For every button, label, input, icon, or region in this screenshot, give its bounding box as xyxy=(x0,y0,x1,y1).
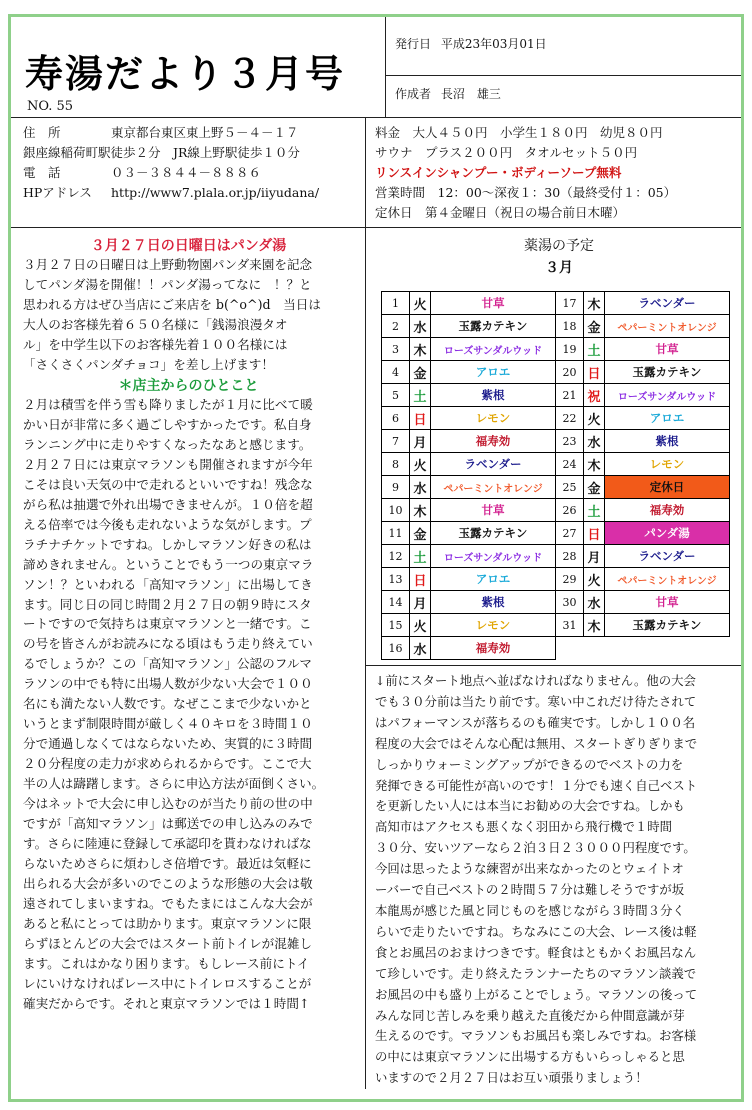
schedule-row xyxy=(382,292,730,315)
address-value: 東京都台東区東上野５－４－１７ xyxy=(111,125,299,140)
header-divider xyxy=(385,17,386,117)
text-line: 程度の大会ではそんな心配は無用、スタートぎりぎりまで xyxy=(375,735,698,751)
text-line: しっかりウォーミングアップができるのでベストの力を xyxy=(375,756,684,772)
phone-value: ０３－３８４４－８８８６ xyxy=(111,165,262,180)
header-meta-divider xyxy=(385,75,741,76)
schedule-weekday: 水 xyxy=(410,315,431,338)
schedule-bath-type: レモン xyxy=(605,453,730,476)
text-line: らないためさらに煩わしさ倍増です。最近は気軽に xyxy=(23,855,312,871)
schedule-day-number: 18 xyxy=(556,315,584,338)
schedule-day-number: 16 xyxy=(382,637,410,660)
text-line: の号を皆さんがお読みになる頃はもう走り終えてい xyxy=(23,636,313,652)
schedule-row xyxy=(382,522,730,545)
schedule-weekday: 土 xyxy=(410,545,431,568)
schedule-row xyxy=(382,315,730,338)
schedule-weekday: 金 xyxy=(410,522,431,545)
text-line: レにいけなければレース中にトイレロスすることが xyxy=(23,975,312,991)
schedule-weekday: 月 xyxy=(410,591,431,614)
text-line: 食とお風呂のおまけつきです。軽食はともかくお風呂なん xyxy=(375,944,697,960)
text-line: える倍率では今後も走れないような気がします。プ xyxy=(23,516,312,532)
schedule-bath-type: ラベンダー xyxy=(605,292,730,315)
schedule-bath-type: 玉露カテキン xyxy=(431,522,556,545)
schedule-bottom-line xyxy=(365,665,741,666)
text-line: こそは良い天気の中で走れるといいですね！残念な xyxy=(23,476,313,492)
schedule-bath-type: 玉露カテキン xyxy=(605,361,730,384)
schedule-day-number: 27 xyxy=(556,522,584,545)
schedule-weekday: 金 xyxy=(410,361,431,384)
text-line: ですが「高知マラソン」は郵送での申し込みのみで xyxy=(23,816,313,832)
schedule-bath-type: 甘草 xyxy=(605,338,730,361)
homepage-label: HPアドレス xyxy=(23,185,92,200)
schedule-weekday: 木 xyxy=(410,499,431,522)
text-line: はパフォーマンスが落ちるのも確実です。しかし１００名 xyxy=(375,714,696,730)
schedule-weekday: 日 xyxy=(410,407,431,430)
schedule-bath-type: 紫根 xyxy=(431,591,556,614)
text-line: ソン！？といわれる「高知マラソン」に出場してき xyxy=(23,576,313,592)
text-line: ３月２７日の日曜日は上野動物園パンダ来園を記念 xyxy=(23,257,313,272)
schedule-bath-type: 甘草 xyxy=(605,591,730,614)
schedule-row xyxy=(382,361,730,384)
author-name: 長沼 雄三 xyxy=(440,87,501,101)
schedule-row xyxy=(382,568,730,591)
text-line: 高知市はアクセスも悪くなく羽田から飛行機で１時間 xyxy=(375,819,673,835)
text-line: 生えるのです。マラソンもお風呂も楽しみですね。お客様 xyxy=(375,1028,697,1044)
schedule-bath-type: 紫根 xyxy=(605,430,730,453)
schedule-bath-type: ローズサンダルウッド xyxy=(605,384,730,407)
text-line: ２月は積雪を伴う雪も降りましたが１月に比べて暖 xyxy=(23,397,313,412)
owner-message-continued xyxy=(375,671,741,1089)
text-line: ランニング中に走りやすくなったなあと感じます。 xyxy=(23,436,312,452)
herbal-bath-schedule xyxy=(381,291,730,660)
text-line: 大人のお客様先着６５０名様に「銭湯浪漫タオ xyxy=(23,316,288,332)
schedule-weekday: 木 xyxy=(584,614,605,637)
schedule-weekday: 日 xyxy=(584,361,605,384)
text-line: 今はネットで大会に申し込むのが当たり前の世の中 xyxy=(23,796,313,812)
schedule-bath-type: 玉露カテキン xyxy=(605,614,730,637)
address-row xyxy=(23,123,363,143)
schedule-row xyxy=(382,430,730,453)
text-line: 半の人は躊躇します。さらに申込方法が面倒くさい。 xyxy=(23,776,325,792)
schedule-bath-type: ローズサンダルウッド xyxy=(431,545,556,568)
schedule-bath-type: 福寿効 xyxy=(431,637,556,660)
schedule-weekday: 水 xyxy=(584,430,605,453)
schedule-day-number: 7 xyxy=(382,430,410,453)
schedule-day-number: 25 xyxy=(556,476,584,499)
schedule-weekday: 火 xyxy=(584,568,605,591)
text-line: ３０分、安いツアーなら２泊３日２３０００円程度です。 xyxy=(375,840,696,856)
schedule-weekday: 月 xyxy=(410,430,431,453)
phone-row xyxy=(23,163,363,183)
text-line: 諦めきれません。ということでもう一つの東京マラ xyxy=(23,556,314,572)
schedule-day-number: 13 xyxy=(382,568,410,591)
text-line: 今回は思ったような練習が出来なかったのとウェイトオ xyxy=(375,861,684,877)
text-line: みんな同じ苦しみを乗り越えた直後だから仲間意識が芽 xyxy=(375,1007,685,1023)
text-line: を更新したい人には本当にお勧めの大会ですね。しかも xyxy=(375,798,685,814)
schedule-row xyxy=(382,591,730,614)
schedule-weekday: 水 xyxy=(584,591,605,614)
schedule-bath-type: アロエ xyxy=(605,407,730,430)
schedule-bath-type: アロエ xyxy=(431,361,556,384)
schedule-day-number: 14 xyxy=(382,591,410,614)
schedule-day-number: 20 xyxy=(556,361,584,384)
owner-message-title: ＊店主からのひとこと xyxy=(118,378,259,394)
schedule-weekday: 日 xyxy=(410,568,431,591)
schedule-bath-type: 玉露カテキン xyxy=(431,315,556,338)
schedule-day-number: 1 xyxy=(382,292,410,315)
text-line: いますので２月２７日はお互い頑張りましょう！ xyxy=(375,1070,648,1086)
schedule-bath-type: 福寿効 xyxy=(605,499,730,522)
text-line: ラソンの中でも特に出場人数が少ない大会で１００ xyxy=(23,676,313,692)
text-line: の中には東京マラソンに出場する方もいらっしゃると思 xyxy=(375,1049,685,1065)
text-line: ２０分程度の走力が求められるからです。ここで大 xyxy=(23,756,312,772)
schedule-bath-type: ローズサンダルウッド xyxy=(431,338,556,361)
schedule-bath-type: 紫根 xyxy=(431,384,556,407)
schedule-row xyxy=(382,476,730,499)
text-line: 本龍馬が感じた風と同じものを感じながら３時間３分く xyxy=(375,902,685,918)
text-line: るでしょうか？この「高知マラソン」公認のフルマ xyxy=(23,656,313,672)
schedule-day-number: 31 xyxy=(556,614,584,637)
schedule-day-number: 9 xyxy=(382,476,410,499)
schedule-empty-cell xyxy=(556,637,730,660)
schedule-row xyxy=(382,637,730,660)
text-line: ます。同じ日の同じ時間２月２７日の朝９時にスタ xyxy=(23,596,312,612)
schedule-day-number: 3 xyxy=(382,338,410,361)
newsletter-page xyxy=(8,14,744,1102)
text-line: て珍しいです。走り終えたランナーたちのマラソン談義で xyxy=(375,965,697,981)
schedule-row xyxy=(382,499,730,522)
text-line: あると私にとっては助かります。東京マラソンに限 xyxy=(23,915,312,931)
phone-label: 電 話 xyxy=(23,165,61,180)
schedule-weekday: 土 xyxy=(584,499,605,522)
text-line: 思われる方はぜひ当店にご来店を b(^o^)d 当日は xyxy=(23,296,321,312)
issue-date xyxy=(395,35,547,52)
author xyxy=(395,85,501,102)
text-line: 名にも満たない人数です。なぜここまで少ないかと xyxy=(23,696,312,712)
hours-row: 営業時間 12：00～深夜１：30（最終受付１：05） xyxy=(375,185,677,200)
schedule-weekday: 木 xyxy=(584,453,605,476)
text-line: かい日が非常に多く過ごしやすかったです。私自身 xyxy=(23,416,312,432)
address-label: 住 所 xyxy=(23,125,61,140)
schedule-bath-type: レモン xyxy=(431,407,556,430)
issue-date-value: 平成23年03月01日 xyxy=(440,37,547,51)
schedule-day-number: 19 xyxy=(556,338,584,361)
text-line: らずほとんどの大会ではスタート前トイレが混雑し xyxy=(23,935,313,951)
schedule-weekday: 水 xyxy=(410,637,431,660)
schedule-weekday: 日 xyxy=(584,522,605,545)
newsletter-title: 寿湯だより３月号 xyxy=(25,52,346,96)
schedule-bath-type: ペパーミントオレンジ xyxy=(431,476,556,499)
schedule-day-number: 29 xyxy=(556,568,584,591)
schedule-weekday: 水 xyxy=(410,476,431,499)
text-line: 出られる大会が多いのでこのような形態の大会は敬 xyxy=(23,875,313,891)
schedule-heading: 薬湯の予定 xyxy=(524,238,594,254)
schedule-day-number: 23 xyxy=(556,430,584,453)
text-line: 遠されてしまいますね。でもたまにはこんな大会が xyxy=(23,895,313,911)
schedule-weekday: 火 xyxy=(410,614,431,637)
schedule-weekday: 金 xyxy=(584,476,605,499)
schedule-month: ３月 xyxy=(545,260,573,276)
schedule-bath-type: ペパーミントオレンジ xyxy=(605,568,730,591)
schedule-day-number: 2 xyxy=(382,315,410,338)
text-line: 発揮できる可能性が高いのです！１分でも速く自己ベスト xyxy=(375,777,698,793)
schedule-day-number: 5 xyxy=(382,384,410,407)
schedule-day-number: 24 xyxy=(556,453,584,476)
homepage-row xyxy=(23,183,363,203)
schedule-bath-type: 定休日 xyxy=(605,476,730,499)
fee-row: 料金 大人４５０円 小学生１８０円 幼児８０円 xyxy=(375,125,663,140)
text-line: がら私は抽選で外れ出場できませんが。１０倍を超 xyxy=(23,496,313,512)
column-divider xyxy=(365,117,366,1089)
text-line: ートですので気持ちは東京マラソンと一緒です。こ xyxy=(23,616,312,632)
schedule-weekday: 月 xyxy=(584,545,605,568)
schedule-weekday: 土 xyxy=(410,384,431,407)
info-bottom-line xyxy=(11,227,741,228)
schedule-day-number: 22 xyxy=(556,407,584,430)
access-row: 銀座線稲荷町駅徒歩２分 JR線上野駅徒歩１０分 xyxy=(23,145,300,160)
text-line: ２月２７日には東京マラソンも開催されますが今年 xyxy=(23,456,313,472)
schedule-day-number: 15 xyxy=(382,614,410,637)
schedule-weekday: 木 xyxy=(584,292,605,315)
schedule-row xyxy=(382,338,730,361)
shop-info-left xyxy=(23,123,363,203)
schedule-row xyxy=(382,614,730,637)
schedule-day-number: 26 xyxy=(556,499,584,522)
text-line: お風呂の中も盛り上がることでしょう。マラソンの後って xyxy=(375,986,698,1002)
free-amenities-row: リンスインシャンプー・ボディーソープ無料 xyxy=(375,165,622,180)
text-line: す。さらに陸連に登録して承認印を貰わなければな xyxy=(23,835,312,851)
schedule-bath-type: ペパーミントオレンジ xyxy=(605,315,730,338)
schedule-day-number: 30 xyxy=(556,591,584,614)
schedule-day-number: 10 xyxy=(382,499,410,522)
sauna-row: サウナ プラス２００円 タオルセット５０円 xyxy=(375,145,638,160)
text-line: 「さくさくパンダチョコ」を差し上げます！ xyxy=(23,356,274,372)
homepage-link[interactable]: http://www7.plala.or.jp/iiyudana/ xyxy=(111,185,320,200)
text-line: 分で通過しなくてはならないため、実質的に３時間 xyxy=(23,736,313,752)
text-line: ラチナチケットですね。しかしマラソン好きの私は xyxy=(23,536,312,552)
schedule-bath-type: アロエ xyxy=(431,568,556,591)
text-line: ます。これはかなり困ります。もしレース前にトイ xyxy=(23,955,310,971)
text-line: 確実だからです。それと東京マラソンでは１時間↑ xyxy=(23,995,310,1011)
issue-number: NO. 55 xyxy=(27,99,74,114)
schedule-day-number: 6 xyxy=(382,407,410,430)
panda-article-body xyxy=(23,255,361,375)
schedule-weekday: 火 xyxy=(584,407,605,430)
schedule-row xyxy=(382,407,730,430)
schedule-day-number: 11 xyxy=(382,522,410,545)
panda-article-title: ３月２７日の日曜日はパンダ湯 xyxy=(90,238,287,254)
schedule-row xyxy=(382,545,730,568)
holiday-row: 定休日 第４金曜日（祝日の場合前日木曜） xyxy=(375,205,626,220)
schedule-bath-type: パンダ湯 xyxy=(605,522,730,545)
schedule-day-number: 17 xyxy=(556,292,584,315)
schedule-row xyxy=(382,453,730,476)
schedule-weekday: 木 xyxy=(410,338,431,361)
schedule-bath-type: ラベンダー xyxy=(431,453,556,476)
schedule-weekday: 祝 xyxy=(584,384,605,407)
schedule-bath-type: 甘草 xyxy=(431,292,556,315)
schedule-row xyxy=(382,384,730,407)
schedule-day-number: 8 xyxy=(382,453,410,476)
schedule-day-number: 12 xyxy=(382,545,410,568)
schedule-bath-type: 甘草 xyxy=(431,499,556,522)
text-line: してパンダ湯を開催！！パンダ湯ってなに ！？と xyxy=(23,276,312,292)
owner-message-body xyxy=(23,395,361,1014)
issue-date-label: 発行日 xyxy=(395,37,432,51)
schedule-day-number: 4 xyxy=(382,361,410,384)
author-label: 作成者 xyxy=(395,87,432,101)
schedule-day-number: 21 xyxy=(556,384,584,407)
schedule-bath-type: レモン xyxy=(431,614,556,637)
text-line: でも３０分前は当たり前です。寒い中これだけ待たされて xyxy=(375,693,697,709)
text-line: ル」を中学生以下のお客様先着１００名様には xyxy=(23,336,288,352)
schedule-bath-type: ラベンダー xyxy=(605,545,730,568)
schedule-bath-type: 福寿効 xyxy=(431,430,556,453)
text-line: ーバーで自己ベストの２時間５７分は難しそうですが坂 xyxy=(375,882,685,898)
schedule-weekday: 火 xyxy=(410,453,431,476)
schedule-weekday: 金 xyxy=(584,315,605,338)
text-line: らいで走りたいですね。ちなみにこの大会、レース後は軽 xyxy=(375,923,697,939)
schedule-day-number: 28 xyxy=(556,545,584,568)
schedule-weekday: 土 xyxy=(584,338,605,361)
schedule-weekday: 火 xyxy=(410,292,431,315)
text-line: ↓前にスタート地点へ並ばなければなりません。他の大会 xyxy=(375,673,696,688)
text-line: いうとまず制限時間が厳しく４０キロを３時間１０ xyxy=(23,716,313,732)
header-bottom-line xyxy=(11,117,741,118)
shop-info-right xyxy=(375,123,741,223)
